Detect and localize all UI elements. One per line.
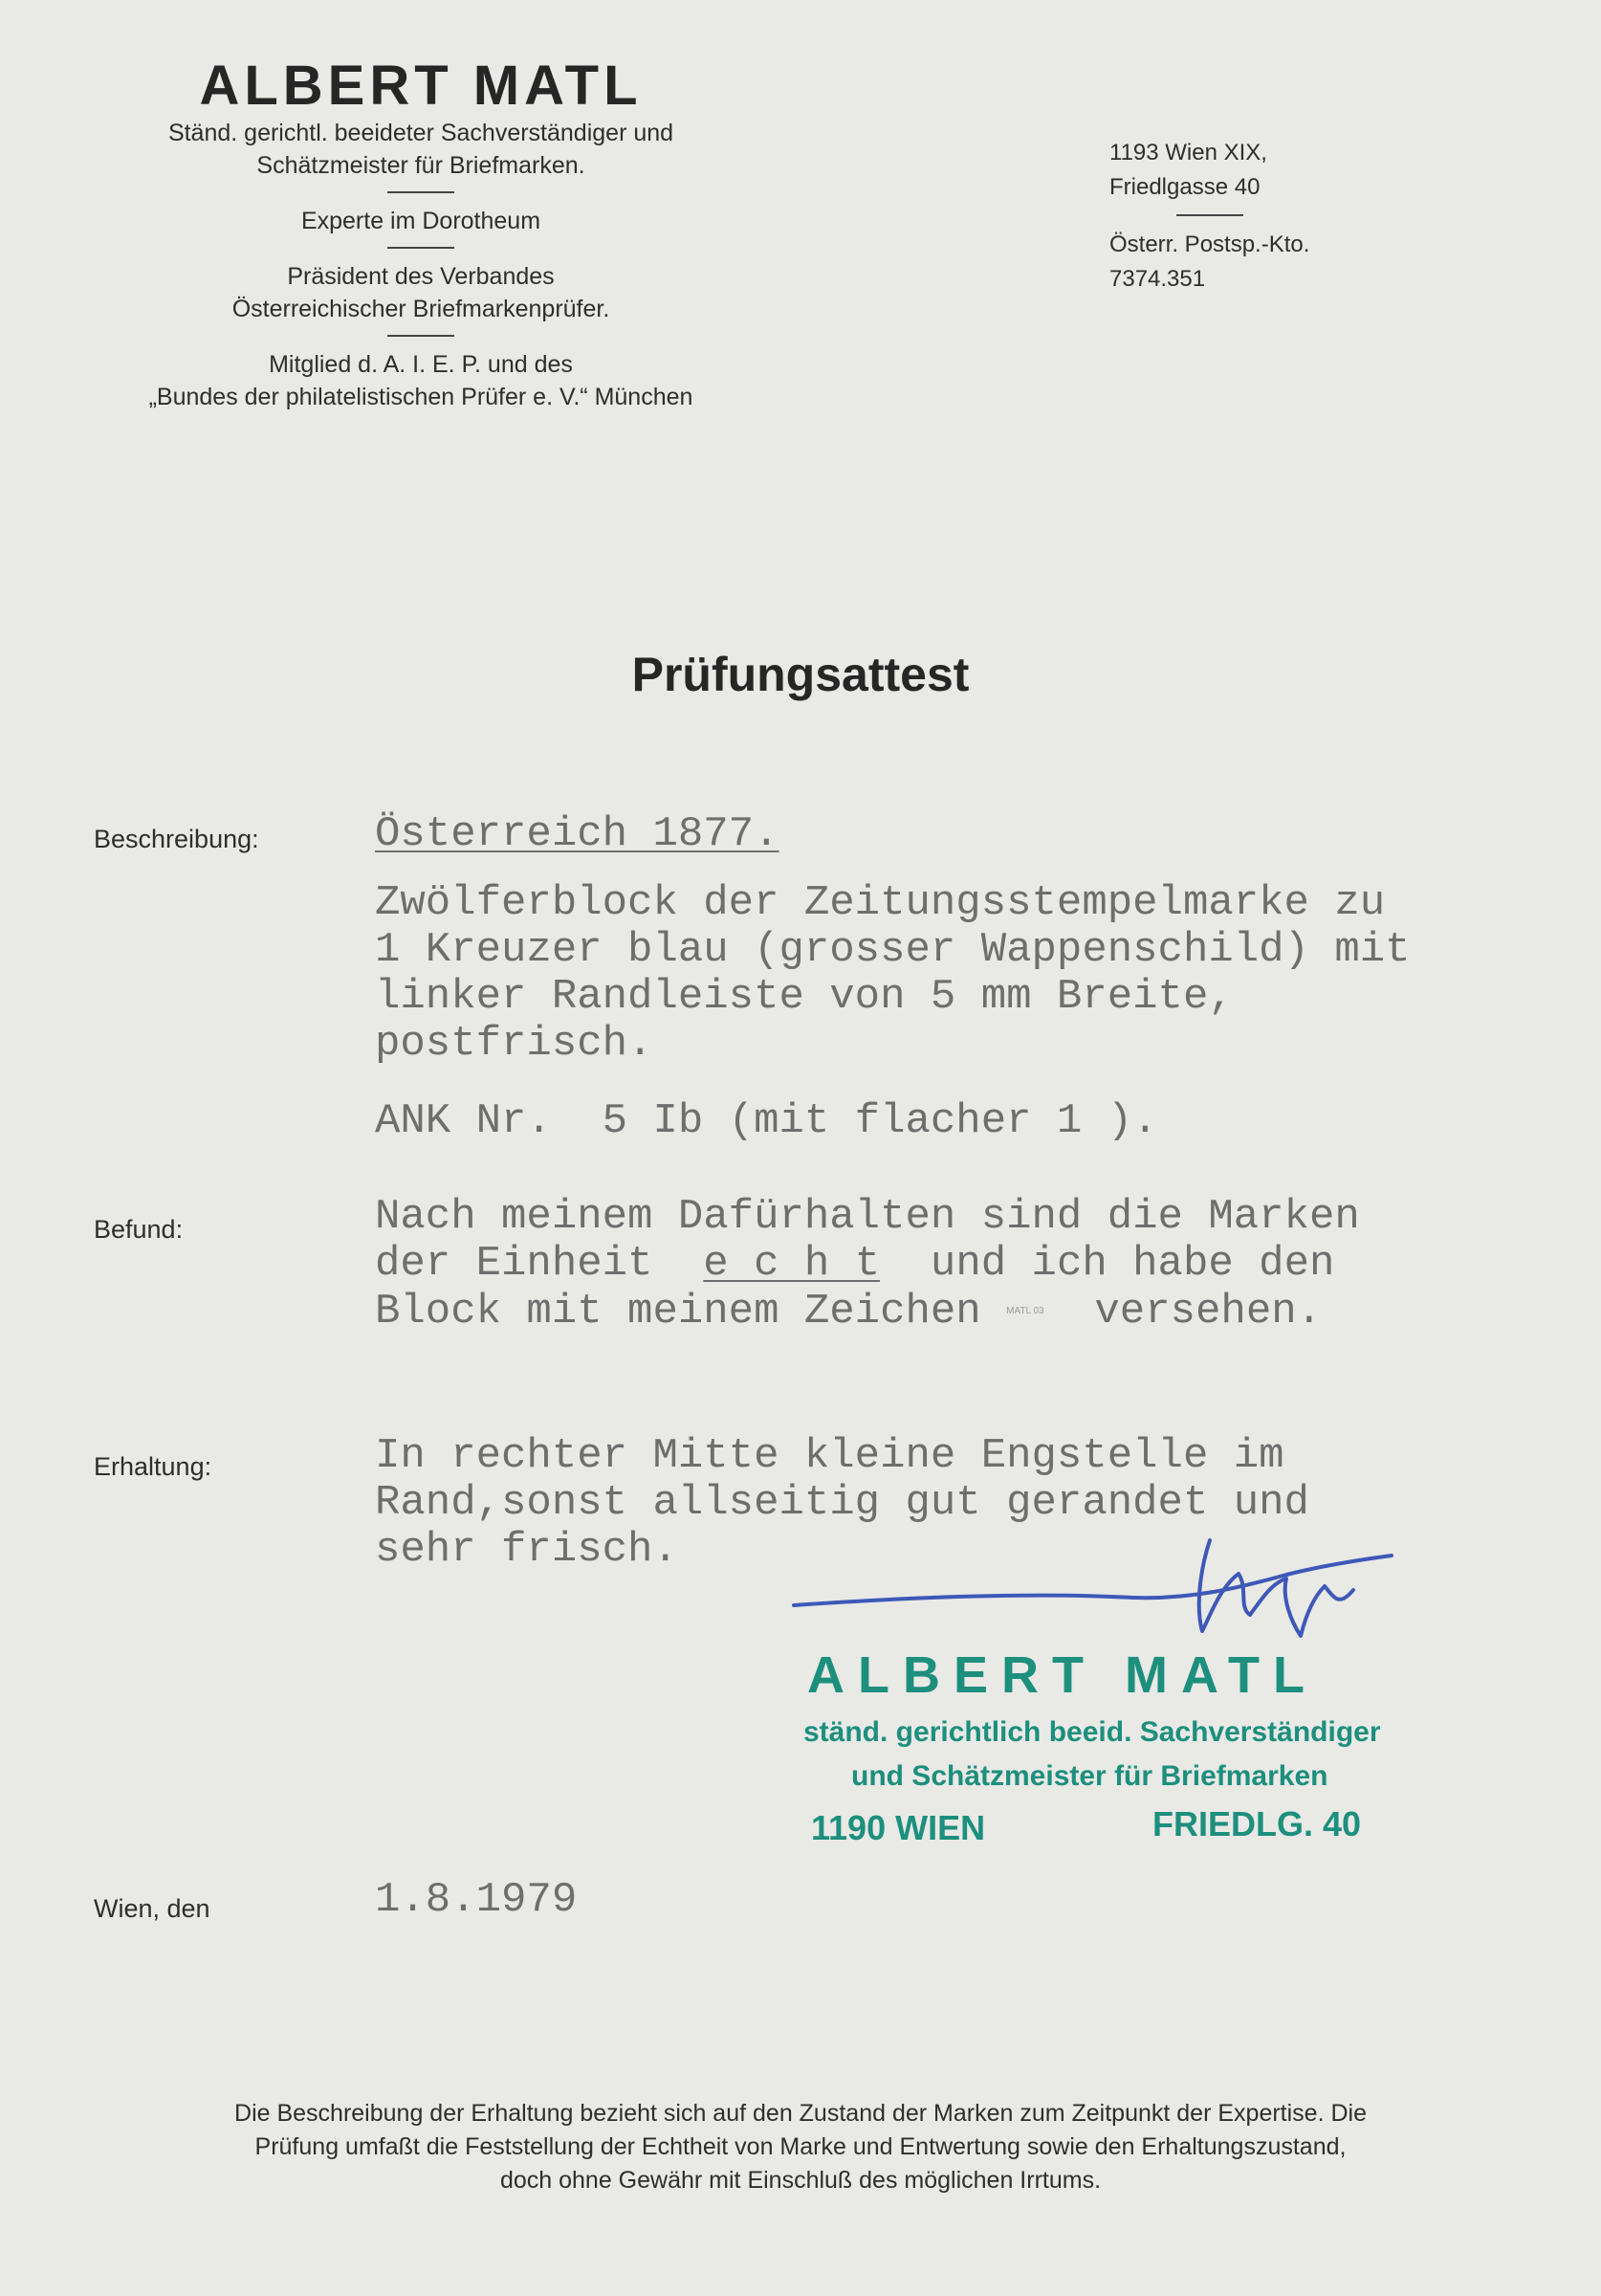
- finding-line: [375, 1288, 1322, 1336]
- description-label: Beschreibung:: [94, 825, 259, 853]
- document-title: Prüfungsattest: [631, 648, 970, 701]
- letterhead-title-line: Ständ. gerichtl. beeideter Sachverständiger und: [167, 120, 674, 146]
- letterhead-address: [1109, 136, 1415, 297]
- genuine-text: e c h t: [703, 1240, 881, 1288]
- letterhead-title-line: Schätzmeister für Briefmarken.: [256, 152, 585, 179]
- finding-line: [375, 1241, 1334, 1288]
- description-heading: [375, 811, 779, 858]
- letterhead-president-line: Österreichischer Briefmarkenprüfer.: [231, 296, 610, 322]
- condition-line: Rand,sonst allseitig gut gerandet und: [375, 1479, 1309, 1527]
- stamp-title-line: und Schätzmeister für Briefmarken: [851, 1760, 1328, 1792]
- letterhead-name: ALBERT MATL: [199, 55, 643, 117]
- description-line: Zwölferblock der Zeitungsstempelmarke zu: [375, 879, 1386, 927]
- account-number: 7374.351: [1109, 266, 1206, 292]
- finding-text: Block mit meinem Zeichen: [375, 1288, 1007, 1336]
- divider: [387, 191, 454, 193]
- letterhead-president-line: Präsident des Verbandes: [287, 263, 555, 290]
- condition-line: sehr frisch.: [375, 1526, 678, 1574]
- disclaimer-line: Die Beschreibung der Erhaltung bezieht sich auf den Zustand der Marken zum Zeitpunkt der Expertise. Die: [234, 2100, 1367, 2127]
- catalogue-number: ANK Nr. 5 Ib (mit flacher 1 ).: [375, 1097, 1158, 1145]
- date-value: 1.8.1979: [375, 1876, 578, 1924]
- date-label: Wien, den: [94, 1894, 210, 1923]
- letterhead-expert-line: Experte im Dorotheum: [300, 208, 541, 234]
- letterhead-member-line: „Bundes der philatelistischen Prüfer e. V.“ München: [148, 384, 693, 410]
- expert-mark: MATL 03: [1006, 1306, 1044, 1316]
- disclaimer: [57, 2097, 1544, 2197]
- divider: [1176, 214, 1243, 216]
- stamp-city: 1190 WIEN: [811, 1808, 986, 1847]
- divider: [387, 335, 454, 337]
- disclaimer-line: doch ohne Gewähr mit Einschluß des möglichen Irrtums.: [499, 2167, 1102, 2194]
- description-line: 1 Kreuzer blau (grosser Wappenschild) mit: [375, 926, 1411, 974]
- finding-text: der Einheit: [375, 1240, 704, 1288]
- divider: [387, 247, 454, 249]
- disclaimer-line: Prüfung umfaßt die Feststellung der Echtheit von Marke und Entwertung sowie den Erhaltungszustand,: [254, 2133, 1347, 2160]
- finding-label: Befund:: [94, 1215, 184, 1244]
- address-line: Friedlgasse 40: [1109, 174, 1261, 200]
- letterhead-member-line: Mitglied d. A. I. E. P. und des: [269, 351, 573, 378]
- address-line: 1193 Wien XIX,: [1109, 140, 1267, 166]
- finding-line: Nach meinem Dafürhalten sind die Marken: [375, 1193, 1360, 1241]
- condition-label: Erhaltung:: [94, 1452, 212, 1481]
- stamp-title-line: ständ. gerichtlich beeid. Sachverständiger: [803, 1716, 1381, 1748]
- account-line: Österr. Postsp.-Kto.: [1109, 232, 1310, 257]
- description-line: postfrisch.: [375, 1020, 653, 1068]
- finding-text: versehen.: [1043, 1288, 1323, 1336]
- stamp-name: ALBERT MATL: [807, 1646, 1318, 1704]
- letterhead: [57, 55, 784, 413]
- signature: [789, 1531, 1401, 1645]
- description-heading-text: Österreich 1877.: [375, 810, 779, 858]
- stamp-street: FRIEDLG. 40: [1152, 1804, 1362, 1843]
- condition-line: In rechter Mitte kleine Engstelle im: [375, 1432, 1284, 1480]
- finding-text: und ich habe den: [880, 1240, 1335, 1288]
- description-line: linker Randleiste von 5 mm Breite,: [375, 973, 1234, 1021]
